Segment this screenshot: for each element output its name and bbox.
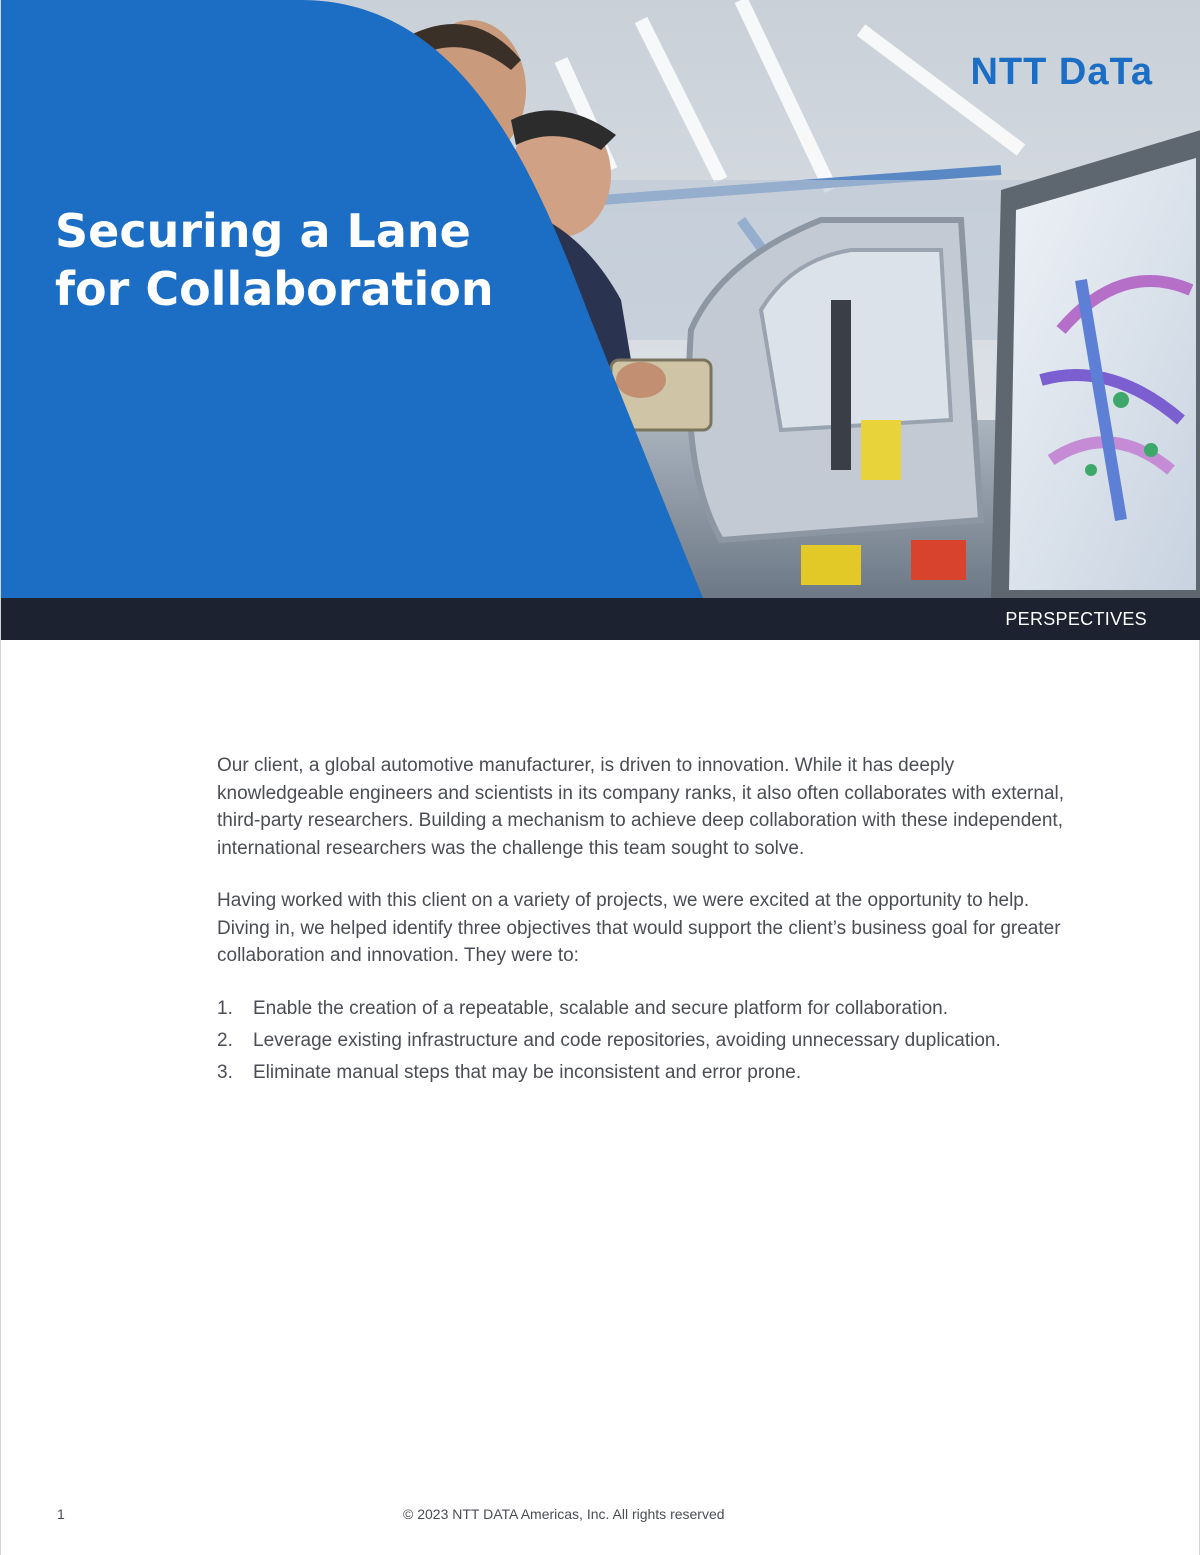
list-item-text: Eliminate manual steps that may be inconsistent and error prone. xyxy=(253,1061,802,1083)
copyright-notice: © 2023 NTT DATA Americas, Inc. All rights reserved xyxy=(403,1506,725,1522)
page-number: 1 xyxy=(57,1506,65,1522)
page-title xyxy=(55,202,575,318)
title-line-2: for Collaboration xyxy=(55,262,494,316)
section-label: PERSPECTIVES xyxy=(1005,609,1147,629)
list-item-number: 3. xyxy=(217,1061,233,1083)
list-item-number: 2. xyxy=(217,1029,233,1051)
list-item xyxy=(217,1059,1067,1086)
objectives-intro-paragraph: Having worked with this client on a variety of projects, we were excited at the opportunity to help. Diving in, we helped identify three objectives that would support the client’s business goal for greater collaboration and innovation. They were to: xyxy=(217,890,1061,966)
body-content xyxy=(217,752,1067,1091)
ntt-data-logo: NTT DaTa xyxy=(970,51,1153,93)
hero-banner xyxy=(1,0,1200,598)
section-band xyxy=(1,598,1200,640)
list-item xyxy=(217,1027,1067,1054)
list-item-text: Enable the creation of a repeatable, scalable and secure platform for collaboration. xyxy=(253,997,948,1019)
objectives-list xyxy=(217,995,1067,1086)
intro-paragraph: Our client, a global automotive manufacturer, is driven to innovation. While it has deeply knowledgeable engineers and scientists in its company ranks, it also often collaborates with external, third-party researchers. Building a mechanism to achieve deep collaboration with these independent, international researchers was the challenge this team sought to solve. xyxy=(217,755,1065,859)
list-item-text: Leverage existing infrastructure and code repositories, avoiding unnecessary duplication. xyxy=(253,1029,1001,1051)
list-item-number: 1. xyxy=(217,997,233,1019)
list-item xyxy=(217,995,1067,1022)
title-line-1: Securing a Lane xyxy=(55,204,471,258)
